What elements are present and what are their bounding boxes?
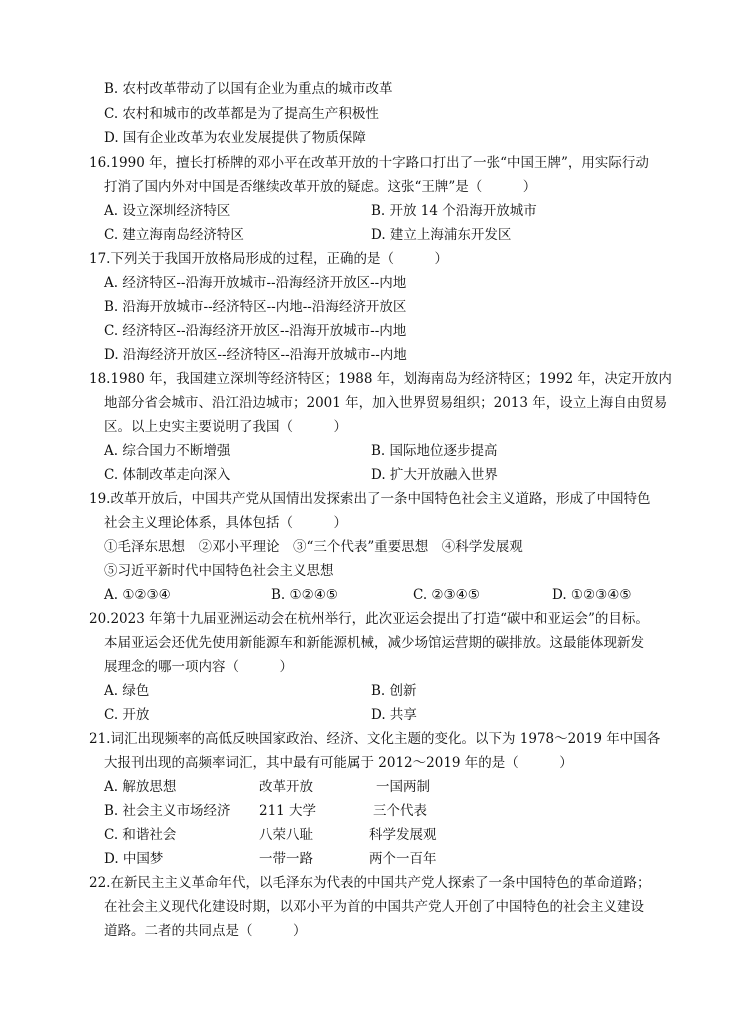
q18-option-b: B. 国际地位逐步提高: [371, 443, 498, 459]
q15-option-d: D. 国有企业改革为农业发展提供了物质保障: [104, 130, 366, 146]
q20-option-b: B. 创新: [371, 683, 417, 699]
q18-stem-line-1: 18.1980 年，我国建立深圳等经济特区；1988 年，划海南岛为经济特区；1992 年，决定开放内: [89, 371, 672, 387]
q18-option-d: D. 扩大开放融入世界: [371, 467, 498, 483]
q22-stem-line-3: 道路。二者的共同点是（ ）: [104, 923, 307, 939]
q20-stem-line-3: 展理念的哪一项内容（ ）: [104, 659, 293, 675]
q19-items-line-2: ⑤习近平新时代中国特色社会主义思想: [104, 563, 334, 579]
q16-option-a: A. 设立深圳经济特区: [104, 203, 231, 219]
q16-option-c: C. 建立海南岛经济特区: [104, 227, 244, 243]
q19-option-d: D. ①②③④⑤: [552, 587, 632, 603]
q18-option-a: A. 综合国力不断增强: [104, 443, 231, 459]
q18-stem-line-3: 区。以上史实主要说明了我国（ ）: [104, 419, 347, 435]
q21-option-d-word-3: 两个一百年: [369, 851, 437, 867]
q19-items-line-1: ①毛泽东思想 ②邓小平理论 ③“三个代表”重要思想 ④科学发展观: [104, 539, 523, 555]
q16-option-b: B. 开放 14 个沿海开放城市: [371, 203, 537, 219]
q21-option-a-word-2: 改革开放: [259, 779, 313, 795]
q17-option-c: C. 经济特区--沿海经济开放区--沿海开放城市--内地: [104, 323, 407, 339]
q21-option-c-label: C. 和谐社会: [104, 827, 177, 843]
q18-stem-line-2: 地部分省会城市、沿江沿边城市；2001 年，加入世界贸易组织；2013 年，设立上海自由贸易: [104, 395, 668, 411]
q19-stem-line-1: 19.改革开放后，中国共产党从国情出发探索出了一条中国特色社会主义道路，形成了中国特色: [89, 491, 651, 507]
q21-option-d-word-2: 一带一路: [259, 851, 313, 867]
q17-option-b: B. 沿海开放城市--经济特区--内地--沿海经济开放区: [104, 299, 407, 315]
q21-option-b-word-2: 211 大学: [259, 803, 317, 819]
q21-option-c-word-3: 科学发展观: [369, 827, 437, 843]
q19-stem-line-2: 社会主义理论体系，具体包括（ ）: [104, 515, 347, 531]
q22-stem-line-1: 22.在新民主主义革命年代，以毛泽东为代表的中国共产党人探索了一条中国特色的革命道路；: [89, 875, 651, 891]
q21-stem-line-2: 大报刊出现的高频率词汇，其中最有可能属于 2012～2019 年的是（ ）: [104, 755, 573, 771]
q21-option-b-word-3: 三个代表: [373, 803, 427, 819]
q19-option-c: C. ②③④⑤: [413, 587, 480, 603]
q20-option-a: A. 绿色: [104, 683, 150, 699]
q20-stem-line-1: 20.2023 年第十九届亚洲运动会在杭州举行，此次亚运会提出了打造“碳中和亚运会”的目标。: [89, 611, 649, 627]
q20-stem-line-2: 本届亚运会还优先使用新能源车和新能源机械，减少场馆运营期的碳排放。这最能体现新发: [104, 635, 644, 651]
q19-option-a: A. ①②③④: [104, 587, 171, 603]
q21-stem-line-1: 21.词汇出现频率的高低反映国家政治、经济、文化主题的变化。以下为 1978～2019 年中国各: [89, 731, 661, 747]
q22-stem-line-2: 在社会主义现代化建设时期，以邓小平为首的中国共产党人开创了中国特色的社会主义建设: [104, 899, 644, 915]
q21-option-b-label: B. 社会主义市场经济: [104, 803, 231, 819]
q19-option-b: B. ①②④⑤: [271, 587, 338, 603]
q15-option-c: C. 农村和城市的改革都是为了提高生产积极性: [104, 106, 379, 122]
q17-option-a: A. 经济特区--沿海开放城市--沿海经济开放区--内地: [104, 275, 407, 291]
q21-option-a-word-3: 一国两制: [376, 779, 430, 795]
q17-option-d: D. 沿海经济开放区--经济特区--沿海开放城市--内地: [104, 347, 407, 363]
q16-stem-line-2: 打消了国内外对中国是否继续改革开放的疑虑。这张“王牌”是（ ）: [104, 179, 537, 195]
q21-option-d-label: D. 中国梦: [104, 851, 164, 867]
q16-stem-line-1: 16.1990 年，擅长打桥牌的邓小平在改革开放的十字路口打出了一张“中国王牌”，用实际行动: [89, 155, 649, 171]
q20-option-d: D. 共享: [371, 707, 417, 723]
q16-option-d: D. 建立上海浦东开发区: [371, 227, 512, 243]
q18-option-c: C. 体制改革走向深入: [104, 467, 231, 483]
q21-option-c-word-2: 八荣八耻: [259, 827, 313, 843]
q20-option-c: C. 开放: [104, 707, 150, 723]
q15-option-b: B. 农村改革带动了以国有企业为重点的城市改革: [104, 81, 393, 97]
q17-stem: 17.下列关于我国开放格局形成的过程，正确的是（ ）: [89, 251, 448, 267]
q21-option-a-label: A. 解放思想: [104, 779, 177, 795]
